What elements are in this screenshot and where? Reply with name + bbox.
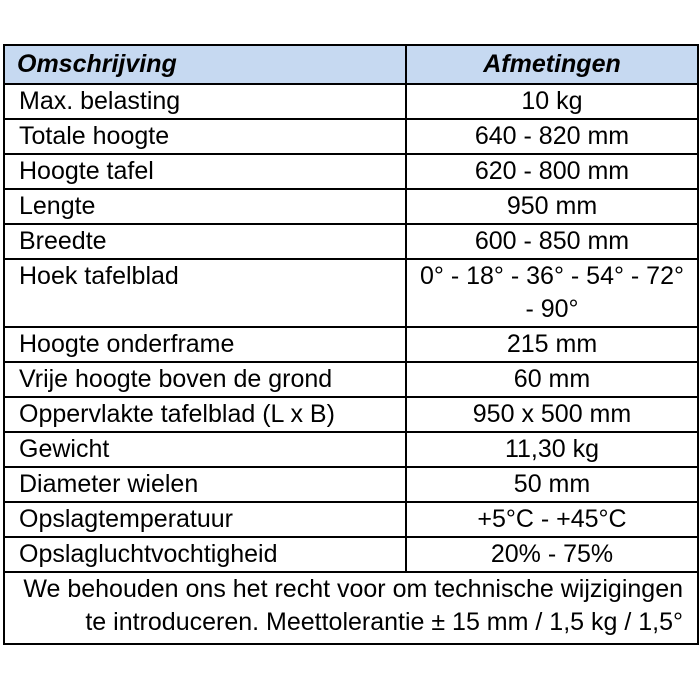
row-label: Gewicht [4,432,406,467]
table-header-row [4,45,698,84]
table-row [4,189,698,224]
row-value: 620 - 800 mm [406,154,698,189]
row-value: 0° - 18° - 36° - 54° - 72° - 90° [406,259,698,327]
row-label: Lengte [4,189,406,224]
row-label: Breedte [4,224,406,259]
row-value: +5°C - +45°C [406,502,698,537]
row-label: Opslagtemperatuur [4,502,406,537]
row-value: 20% - 75% [406,537,698,572]
table-row [4,327,698,362]
table-row [4,259,698,327]
table-row [4,467,698,502]
table-row [4,362,698,397]
row-value: 11,30 kg [406,432,698,467]
row-label: Max. belasting [4,84,406,119]
row-label: Hoek tafelblad [4,259,406,327]
row-label: Oppervlakte tafelblad (L x B) [4,397,406,432]
row-value: 950 x 500 mm [406,397,698,432]
row-value: 10 kg [406,84,698,119]
table-row [4,224,698,259]
table-row [4,154,698,189]
column-header-description: Omschrijving [4,45,406,84]
row-label: Hoogte onderframe [4,327,406,362]
row-label: Diameter wielen [4,467,406,502]
table-row [4,432,698,467]
column-header-dimensions: Afmetingen [406,45,698,84]
row-value: 600 - 850 mm [406,224,698,259]
row-label: Totale hoogte [4,119,406,154]
table-row [4,84,698,119]
table-row [4,397,698,432]
row-value: 60 mm [406,362,698,397]
table-row [4,537,698,572]
row-value: 950 mm [406,189,698,224]
table-row [4,502,698,537]
table-row [4,119,698,154]
row-value: 640 - 820 mm [406,119,698,154]
row-value: 215 mm [406,327,698,362]
row-value: 50 mm [406,467,698,502]
row-label: Vrije hoogte boven de grond [4,362,406,397]
table-note-row [4,572,698,644]
specifications-table [3,44,699,645]
disclaimer-note: We behouden ons het recht voor om technische wijzigingen te introduceren. Meettolerantie ± 15 mm / 1,5 kg / 1,5° [4,572,698,644]
row-label: Hoogte tafel [4,154,406,189]
row-label: Opslagluchtvochtigheid [4,537,406,572]
